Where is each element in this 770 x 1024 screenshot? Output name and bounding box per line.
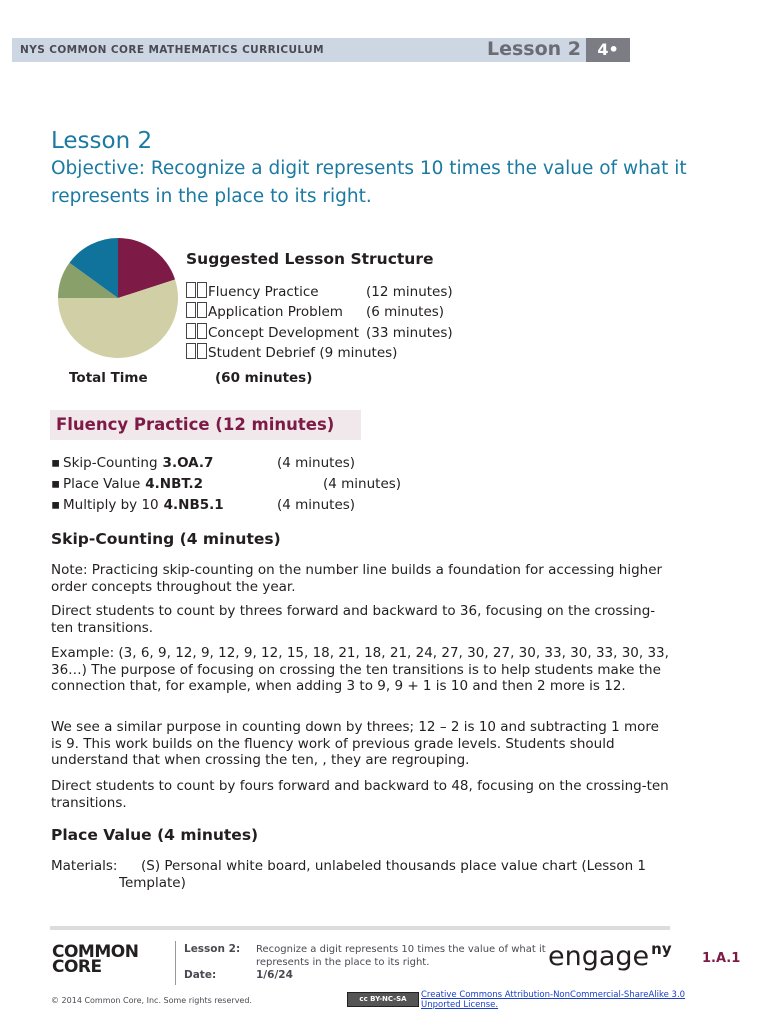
materials-text: (S) Personal white board, unlabeled thousands place value chart (Lesson 1 Template) xyxy=(119,858,647,891)
fluency-item-label: Skip-Counting xyxy=(63,455,158,471)
fluency-item-time: (4 minutes) xyxy=(277,455,356,471)
structure-item xyxy=(186,302,444,322)
footer-separator xyxy=(175,941,176,985)
header-lesson-label: Lesson 2 xyxy=(487,38,582,60)
checkbox-icon xyxy=(186,343,196,359)
structure-item-time: (6 minutes) xyxy=(366,304,445,320)
structure-item xyxy=(186,282,453,302)
paragraph: Direct students to count by fours forward and backward to 48, focusing on the crossing-ten transitions. xyxy=(51,778,669,811)
checkbox-icon xyxy=(197,343,207,359)
structure-item-name: Student Debrief xyxy=(208,345,316,361)
fluency-list-item xyxy=(51,495,224,515)
page-id: 1.A.1 xyxy=(702,951,741,966)
bullet-icon: ▪ xyxy=(51,497,61,513)
checkbox-icon xyxy=(186,323,196,339)
structure-item-time: (9 minutes) xyxy=(319,345,398,361)
checkbox-icon xyxy=(197,323,207,339)
skip-counting-heading: Skip-Counting (4 minutes) xyxy=(51,530,281,548)
footer-lesson-text: Recognize a digit represents 10 times the value of what it represents in the place to its right. xyxy=(256,944,546,968)
engage-ny-logo: engage $^{ny}$ xyxy=(548,940,672,972)
fluency-item-time: (4 minutes) xyxy=(277,497,356,513)
fluency-item-standard: 4.NBT.2 xyxy=(145,476,204,492)
fluency-list-item xyxy=(51,453,213,473)
license-link[interactable]: Creative Commons Attribution-NonCommercial-ShareAlike 3.0 Unported License. xyxy=(421,990,686,1010)
bullet-icon: ▪ xyxy=(51,476,61,492)
checkbox-icon xyxy=(197,302,207,318)
total-time-value: (60 minutes) xyxy=(215,370,313,386)
fluency-item-standard: 4.NB5.1 xyxy=(163,497,224,513)
checkbox-icon xyxy=(186,282,196,298)
checkbox-icon xyxy=(186,302,196,318)
footer-date-value: 1/6/24 xyxy=(256,969,293,981)
fluency-item-label: Multiply by 10 xyxy=(63,497,159,513)
footer-date-label: Date: xyxy=(184,969,217,981)
checkbox-icon xyxy=(197,282,207,298)
curriculum-label: NYS COMMON CORE MATHEMATICS CURRICULUM xyxy=(20,44,324,56)
grade-badge: 4• xyxy=(586,38,630,62)
place-value-heading: Place Value (4 minutes) xyxy=(51,826,259,844)
total-time-label: Total Time xyxy=(69,370,148,386)
cc-license-badge: cc BY-NC-SA xyxy=(347,992,419,1007)
paragraph: Example: (3, 6, 9, 12, 9, 12, 9, 12, 15, 18, 21, 18, 21, 24, 27, 30, 27, 30, 33, 30, 33, 30, 33, 36…) The purpose of focusing on crossing the ten transitions is to help students make the connection that, for example, when adding 3 to 9, 9 + 1 is 10 and then 2 more is 12. xyxy=(51,645,669,694)
lesson-structure-title: Suggested Lesson Structure xyxy=(186,250,434,268)
bullet-icon: ▪ xyxy=(51,455,61,471)
materials-label: Materials: xyxy=(51,858,118,874)
structure-item-name: Application Problem xyxy=(208,304,343,320)
fluency-item-time: (4 minutes) xyxy=(323,476,402,492)
fluency-item-standard: 3.OA.7 xyxy=(162,455,214,471)
lesson-title: Lesson 2 xyxy=(51,128,153,154)
paragraph: Direct students to count by threes forward and backward to 36, focusing on the crossing-ten transitions. xyxy=(51,603,656,636)
lesson-objective: Objective: Recognize a digit represents 10 times the value of what it represents in the place to its right. xyxy=(51,158,687,207)
structure-item xyxy=(186,343,397,363)
structure-item-name: Fluency Practice xyxy=(208,284,319,300)
copyright: © 2014 Common Core, Inc. Some rights reserved. xyxy=(51,996,252,1005)
structure-item-time: (33 minutes) xyxy=(366,325,453,341)
structure-item-name: Concept Development xyxy=(208,325,360,341)
structure-item xyxy=(186,323,453,343)
fluency-list-item xyxy=(51,474,203,494)
lesson-structure-pie-chart xyxy=(56,234,180,362)
common-core-logo: COMMON CORE xyxy=(52,942,139,977)
structure-item-time: (12 minutes) xyxy=(366,284,453,300)
footer-divider xyxy=(50,926,670,930)
fluency-heading: Fluency Practice (12 minutes) xyxy=(56,415,335,434)
fluency-item-label: Place Value xyxy=(63,476,141,492)
paragraph: Note: Practicing skip-counting on the number line builds a foundation for accessing higher order concepts throughout the year. xyxy=(51,562,663,595)
footer-lesson-label: Lesson 2: xyxy=(184,943,241,955)
paragraph: We see a similar purpose in counting down by threes; 12 – 2 is 10 and subtracting 1 more is 9. This work builds on the fluency work of previous grade levels. Students should understand that when crossing the ten, , they are regrouping. xyxy=(51,719,659,768)
